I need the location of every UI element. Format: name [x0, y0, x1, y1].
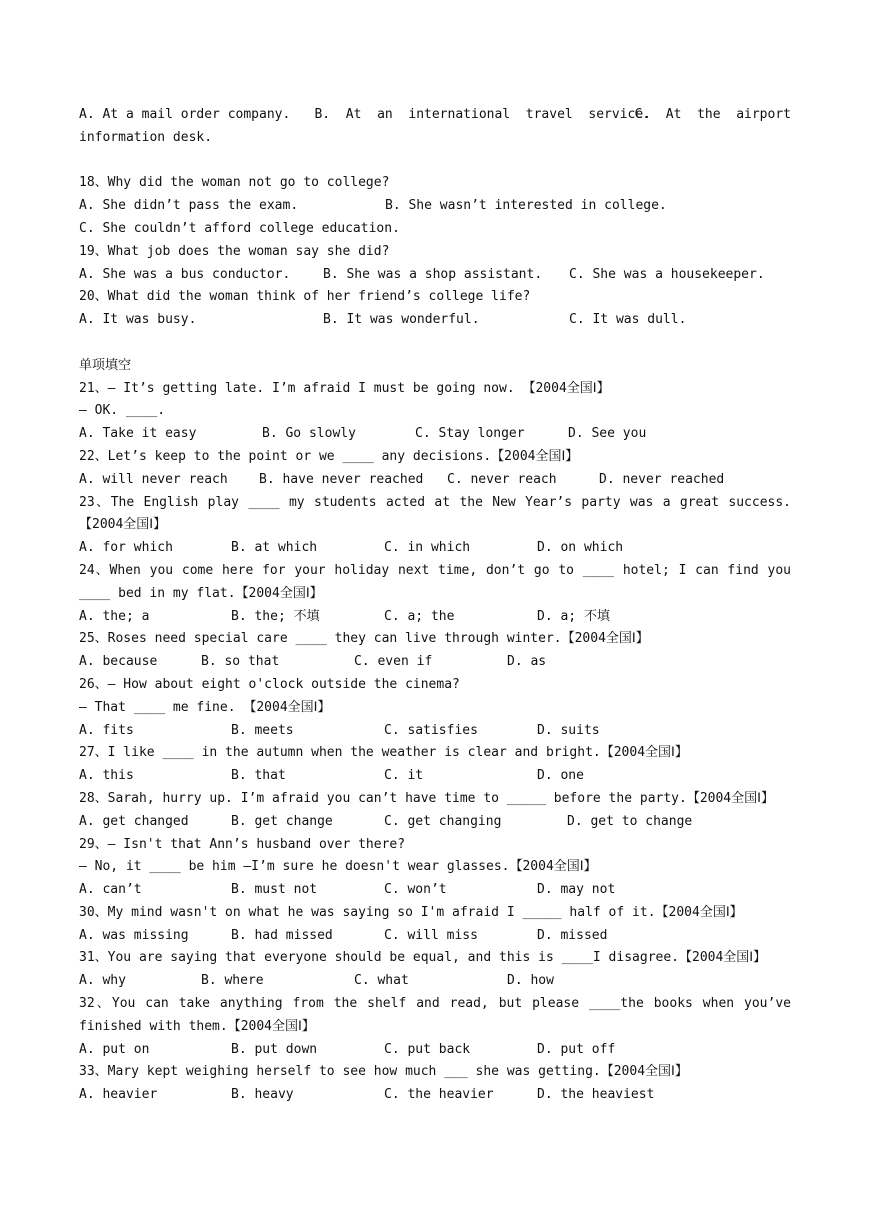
- option: A. was missing: [79, 927, 189, 943]
- question-29-reply: — No, it ____ be him —I’m sure he doesn't wear glasses.【2004全国Ⅰ】: [79, 859, 597, 875]
- option: C. a; the: [384, 608, 455, 624]
- option: D. put off: [537, 1041, 616, 1057]
- option: C. She was a housekeeper.: [569, 266, 765, 282]
- question-23-stem: 23、The English play ____ my students acted at the New Year’s party was a great success.【2004全国Ⅰ】: [79, 494, 791, 533]
- question-31-options: [79, 970, 791, 993]
- question-25-stem: 25、Roses need special care ____ they can live through winter.【2004全国Ⅰ】: [79, 631, 649, 647]
- option: B. at which: [231, 540, 318, 556]
- q17-option-b: B. At an international travel service.: [314, 107, 651, 122]
- option: A. for which: [79, 540, 173, 556]
- question-21-stem: 21、— It’s getting late. I’m afraid I must be going now. 【2004全国Ⅰ】: [79, 380, 610, 396]
- option: D. one: [537, 768, 584, 784]
- question-26-stem: 26、— How about eight o'clock outside the cinema?: [79, 676, 460, 692]
- question-18-stem: 18、Why did the woman not go to college?: [79, 175, 390, 191]
- option: B. where: [201, 973, 264, 989]
- option: C. won’t: [384, 882, 447, 898]
- option: A. will never reach: [79, 471, 228, 487]
- option: C. even if: [354, 654, 433, 670]
- option: D. how: [507, 973, 554, 989]
- question-29-options: [79, 879, 791, 902]
- option: B. put down: [231, 1041, 318, 1057]
- question-27-stem: 27、I like ____ in the autumn when the weather is clear and bright.【2004全国Ⅰ】: [79, 745, 688, 761]
- question-28-options: [79, 811, 791, 834]
- option: C. get changing: [384, 813, 502, 829]
- option: B. Go slowly: [262, 426, 356, 442]
- question-27-options: [79, 765, 791, 788]
- option: B. She was a shop assistant.: [323, 266, 543, 282]
- question-18-options-2: [79, 218, 791, 241]
- option: C. It was dull.: [569, 312, 687, 328]
- option: D. suits: [537, 722, 600, 738]
- option: A. fits: [79, 722, 134, 738]
- option: C. put back: [384, 1041, 471, 1057]
- option: C. in which: [384, 540, 471, 556]
- option: C. the heavier: [384, 1087, 494, 1103]
- option: B. the; 不填: [231, 608, 320, 624]
- option: D. get to change: [567, 813, 693, 829]
- q17-option-a: A. At a mail order company.: [79, 107, 291, 122]
- option: D. never reached: [599, 471, 725, 487]
- question-19-stem: 19、What job does the woman say she did?: [79, 243, 390, 259]
- question-22-stem: 22、Let’s keep to the point or we ____ any decisions.【2004全国Ⅰ】: [79, 448, 579, 464]
- option: C. never reach: [447, 471, 557, 487]
- option: A. Take it easy: [79, 426, 197, 442]
- option: C. will miss: [384, 927, 478, 943]
- question-33-options: [79, 1084, 791, 1107]
- document-page: [79, 104, 791, 1107]
- section-title: 单项填空: [79, 357, 132, 373]
- question-30-options: [79, 925, 791, 948]
- q17-option-c-continued: information desk.: [79, 129, 213, 145]
- question-24-stem: 24、When you come here for your holiday next time, don’t go to ____ hotel; I can find you ____ bed in my flat.【2004全国Ⅰ】: [79, 562, 791, 601]
- option: A. put on: [79, 1041, 150, 1057]
- option: B. get change: [231, 813, 333, 829]
- q17-option-c: C. At the airport: [634, 107, 791, 122]
- option: C. Stay longer: [415, 426, 525, 442]
- question-32-stem: 32、You can take anything from the shelf and read, but please ____the books when you’ve finished with them.【2004全国Ⅰ】: [79, 996, 791, 1034]
- option: D. the heaviest: [537, 1087, 655, 1103]
- option: A. heavier: [79, 1087, 158, 1103]
- question-28-stem: 28、Sarah, hurry up. I’m afraid you can’t have time to _____ before the party.【2004全国Ⅰ】: [79, 790, 774, 806]
- option: A. She didn’t pass the exam.: [79, 198, 299, 214]
- question-26-reply: — That ____ me fine. 【2004全国Ⅰ】: [79, 699, 331, 715]
- option: D. a; 不填: [537, 608, 610, 624]
- spacer: [79, 150, 791, 173]
- question-26-options: [79, 720, 791, 743]
- option: D. See you: [568, 426, 647, 442]
- question-23-options: [79, 537, 791, 560]
- spacer: [79, 332, 791, 355]
- option: B. that: [231, 768, 286, 784]
- question-31-stem: 31、You are saying that everyone should be equal, and this is ____I disagree.【2004全国Ⅰ】: [79, 950, 767, 966]
- option: A. because: [79, 654, 158, 670]
- option: B. It was wonderful.: [323, 312, 480, 328]
- option: B. so that: [201, 654, 280, 670]
- option: D. missed: [537, 927, 608, 943]
- question-20-stem: 20、What did the woman think of her friend’s college life?: [79, 289, 531, 305]
- option: B. had missed: [231, 927, 333, 943]
- question-19-options: [79, 264, 791, 287]
- option: A. It was busy.: [79, 312, 197, 328]
- option: A. She was a bus conductor.: [79, 266, 291, 282]
- question-21-options: [79, 423, 791, 446]
- option: A. can’t: [79, 882, 142, 898]
- option: B. have never reached: [259, 471, 424, 487]
- option: D. on which: [537, 540, 624, 556]
- question-33-stem: 33、Mary kept weighing herself to see how much ___ she was getting.【2004全国Ⅰ】: [79, 1064, 688, 1080]
- option: B. must not: [231, 882, 318, 898]
- option: B. heavy: [231, 1087, 294, 1103]
- option: B. meets: [231, 722, 294, 738]
- option: A. the; a: [79, 608, 150, 624]
- option: B. She wasn’t interested in college.: [385, 198, 667, 214]
- option: C. She couldn’t afford college education.: [79, 220, 400, 236]
- question-29-stem: 29、— Isn't that Ann’s husband over there?: [79, 836, 406, 852]
- option: D. as: [507, 654, 547, 670]
- question-30-stem: 30、My mind wasn't on what he was saying so I'm afraid I _____ half of it.【2004全国Ⅰ】: [79, 904, 743, 920]
- question-18-options: [79, 195, 791, 218]
- question-32-options: [79, 1039, 791, 1062]
- option: C. satisfies: [384, 722, 478, 738]
- question-20-options: [79, 309, 791, 332]
- question-24-options: [79, 606, 791, 629]
- question-21-reply: — OK. ____.: [79, 403, 166, 419]
- option: C. what: [354, 973, 409, 989]
- q17-options: [79, 104, 791, 127]
- question-22-options: [79, 469, 791, 492]
- option: A. why: [79, 973, 126, 989]
- option: A. get changed: [79, 813, 189, 829]
- option: C. it: [384, 768, 424, 784]
- option: D. may not: [537, 882, 616, 898]
- question-25-options: [79, 651, 791, 674]
- option: A. this: [79, 768, 134, 784]
